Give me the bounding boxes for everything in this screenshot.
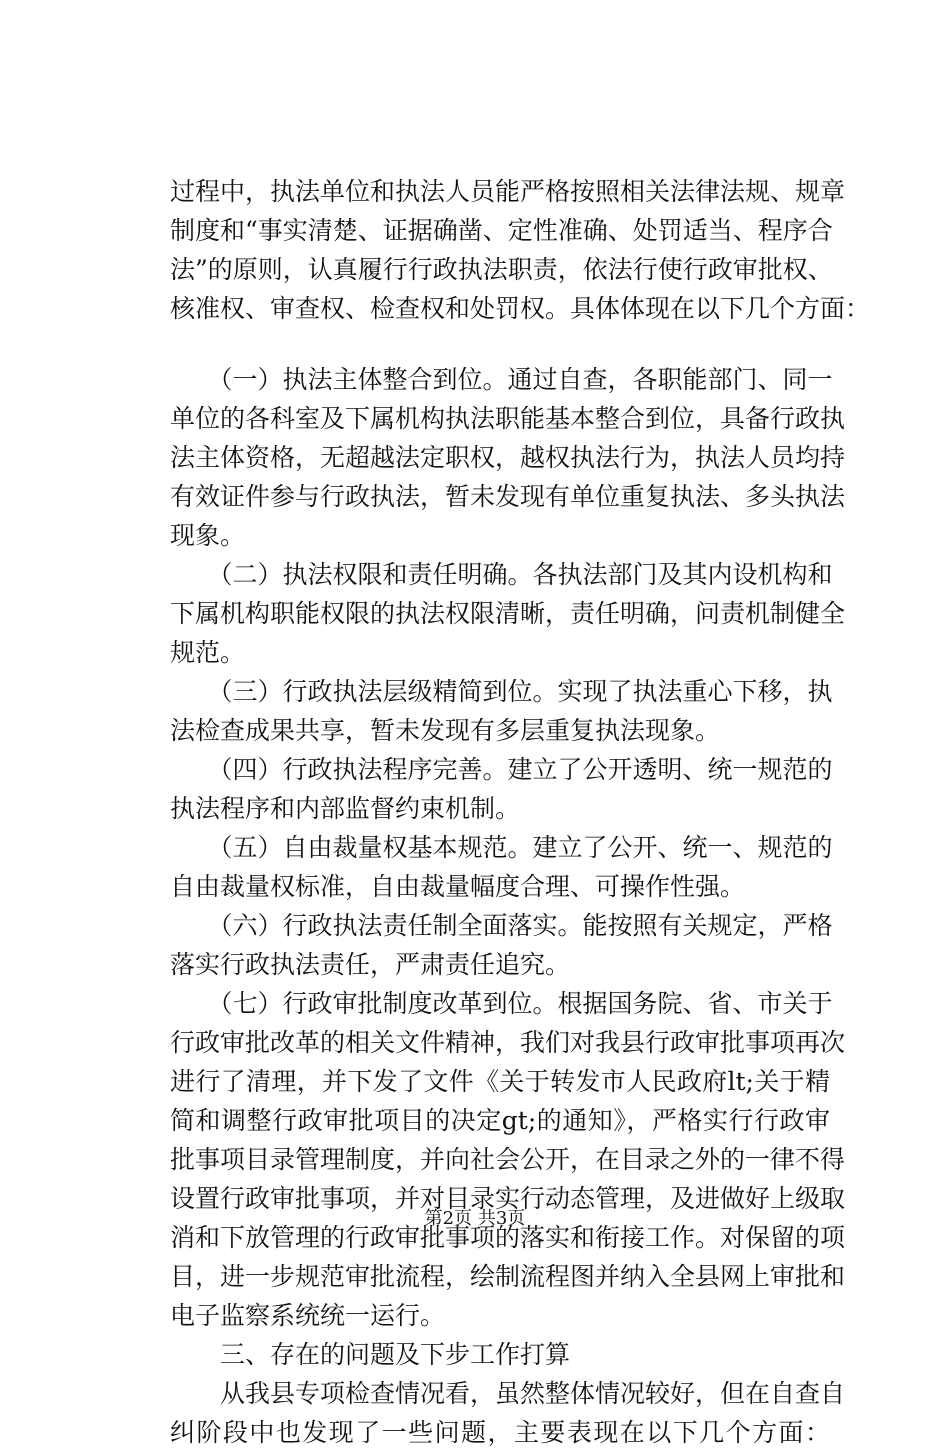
text-line: （五）自由裁量权基本规范。建立了公开、统一、规范的	[170, 833, 833, 862]
text-line: 纠阶段中也发现了一些问题，主要表现在以下几个方面：	[170, 1418, 830, 1447]
text-line: 消和下放管理的行政审批事项的落实和衔接工作。对保留的项	[170, 1223, 846, 1252]
text-line: （四）行政执法程序完善。建立了公开透明、统一规范的	[170, 755, 833, 784]
text-line: 现象。	[170, 521, 246, 550]
text-line: （七）行政审批制度改革到位。根据国务院、省、市关于	[170, 989, 833, 1018]
text-line: 法主体资格，无超越法定职权，越权执法行为，执法人员均持	[170, 443, 846, 472]
text-line: 批事项目录管理制度，并向社会公开，在目录之外的一律不得	[170, 1145, 846, 1174]
text-line: 落实行政执法责任，严肃责任追究。	[170, 950, 571, 979]
text-line: 简和调整行政审批项目的决定gt;的通知》，严格实行行政审	[170, 1106, 830, 1135]
text-line: 电子监察系统统一运行。	[170, 1301, 446, 1330]
text-line: 核准权、审查权、检查权和处罚权。具体体现在以下几个方面：	[170, 294, 871, 323]
text-line: 行政审批改革的相关文件精神，我们对我县行政审批事项再次	[170, 1028, 846, 1057]
document-body	[170, 172, 871, 1452]
text-line: 从我县专项检查情况看，虽然整体情况较好，但在自查自	[170, 1379, 846, 1408]
text-line: 有效证件参与行政执法，暂未发现有单位重复执法、多头执法	[170, 482, 846, 511]
text-line: 设置行政审批事项，并对目录实行动态管理，及进做好上级取	[170, 1184, 846, 1213]
text-line: 进行了清理，并下发了文件《关于转发市人民政府lt;关于精	[170, 1067, 830, 1096]
text-line: （二）执法权限和责任明确。各执法部门及其内设机构和	[170, 560, 833, 589]
text-line: 自由裁量权标准，自由裁量幅度合理、可操作性强。	[170, 872, 746, 901]
page-number-footer: 第2页 共3页	[424, 1208, 526, 1229]
text-line: 单位的各科室及下属机构执法职能基本整合到位，具备行政执	[170, 404, 846, 433]
text-line: （三）行政执法层级精简到位。实现了执法重心下移，执	[170, 677, 833, 706]
text-line: 目，进一步规范审批流程，绘制流程图并纳入全县网上审批和	[170, 1262, 846, 1291]
text-line: （六）行政执法责任制全面落实。能按照有关规定，严格	[170, 911, 833, 940]
text-line: 规范。	[170, 638, 246, 667]
text-line: 执法程序和内部监督约束机制。	[170, 794, 521, 823]
section-heading: 三、存在的问题及下步工作打算	[170, 1340, 571, 1369]
text-line: 法检查成果共享，暂未发现有多层重复执法现象。	[170, 716, 721, 745]
text-line: 下属机构职能权限的执法权限清晰，责任明确，问责机制健全	[170, 599, 846, 628]
paragraph-gap	[170, 328, 830, 360]
text-line: （一）执法主体整合到位。通过自查，各职能部门、同一	[170, 365, 833, 394]
text-line: 过程中，执法单位和执法人员能严格按照相关法律法规、规章	[170, 177, 846, 206]
text-line: 制度和“事实清楚、证据确凿、定性准确、处罚适当、程序合	[170, 216, 833, 245]
text-line: 法”的原则，认真履行行政执法职责，依法行使行政审批权、	[170, 255, 833, 284]
